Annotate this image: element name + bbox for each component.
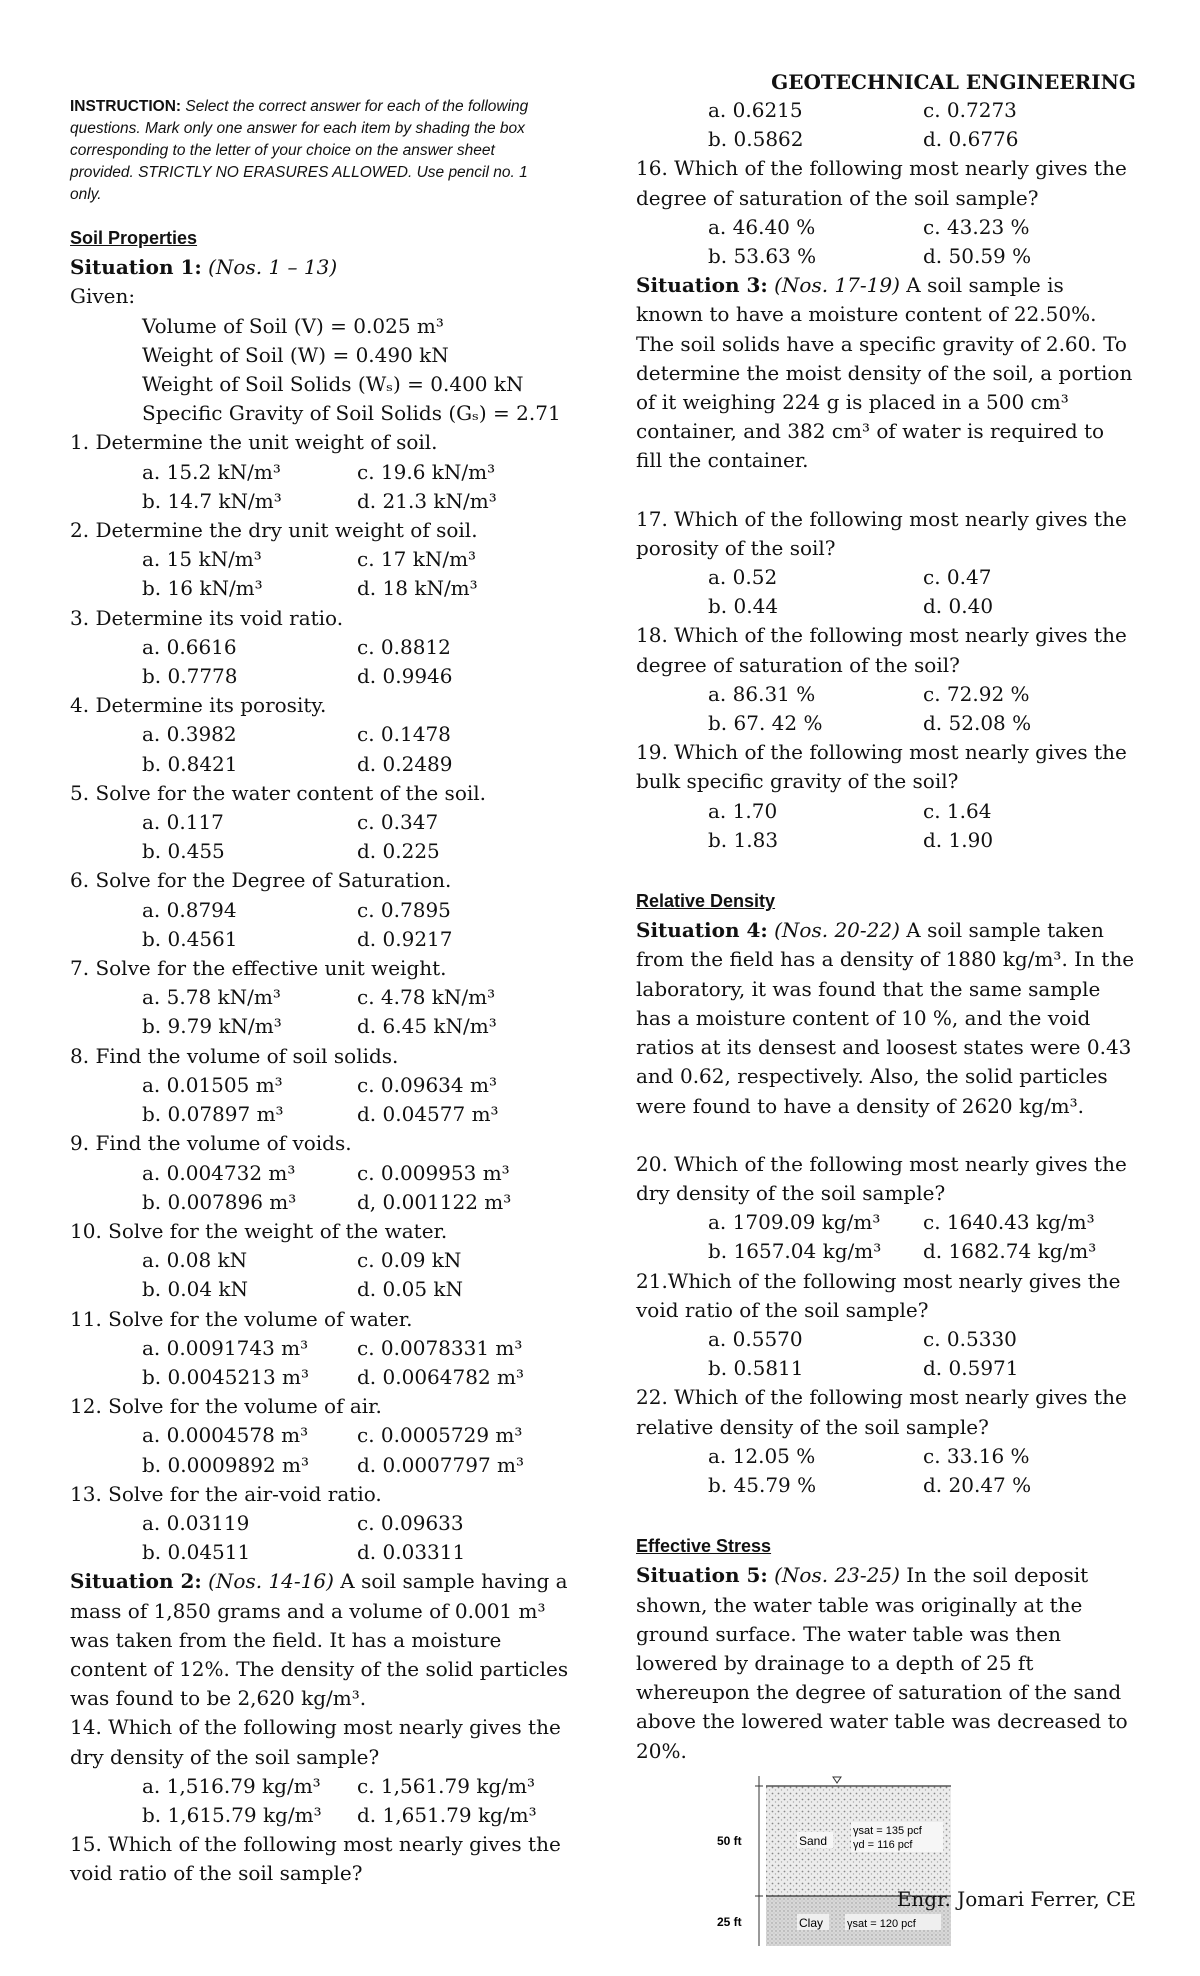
choice-a: a. 0.0004578 m³ bbox=[142, 1423, 309, 1448]
choices bbox=[636, 563, 1136, 621]
choice-d: d. 0.04577 m³ bbox=[357, 1102, 499, 1127]
situation-5-text: In the soil deposit shown, the water table was originally at the ground surface. The water table was then lowered by drainage to a depth of 25 ft whereupon the degree of saturation of the sand above the lowered water table was decreased to 20%. bbox=[636, 1563, 1128, 1763]
choice-a: a. 0.52 bbox=[708, 565, 778, 590]
choice-c: c. 0.009953 m³ bbox=[357, 1160, 510, 1185]
situation-3-text: A soil sample is known to have a moisture content of 22.50%. The soil solids have a specific gravity of 2.60. To determine the moist density of the soil, a portion of it weighing 224 g is placed in a 500 cm³ container, and 382 cm³ of water is required to fill the container. bbox=[636, 273, 1133, 473]
question-text: 18. Which of the following most nearly gives the degree of saturation of the soil? bbox=[636, 623, 1127, 677]
clay-depth-label: 25 ft bbox=[717, 1914, 742, 1929]
left-column bbox=[70, 96, 570, 1889]
question-text: 8. Find the volume of soil solids. bbox=[70, 1043, 399, 1068]
choice-d: d. 0.9217 bbox=[357, 926, 453, 951]
water-table-icon bbox=[833, 1777, 841, 1783]
question-text: 10. Solve for the weight of the water. bbox=[70, 1218, 448, 1243]
choice-a: a. 0.3982 bbox=[142, 722, 237, 747]
choice-b: b. 0.7778 bbox=[142, 664, 238, 689]
choice-d: d, 0.001122 m³ bbox=[357, 1189, 512, 1214]
choices bbox=[70, 983, 570, 1041]
choices bbox=[70, 1421, 570, 1479]
choice-d: d. 0.05 kN bbox=[357, 1277, 464, 1302]
spacer bbox=[636, 1500, 1136, 1524]
question-5 bbox=[70, 779, 570, 867]
situation-2-title: Situation 2: bbox=[70, 1569, 202, 1594]
question-22 bbox=[636, 1383, 1136, 1500]
question-text: 6. Solve for the Degree of Saturation. bbox=[70, 868, 452, 893]
sand-label: Sand bbox=[799, 1833, 828, 1848]
question-text: 2. Determine the dry unit weight of soil. bbox=[70, 518, 478, 543]
choice-d: d. 20.47 % bbox=[923, 1472, 1032, 1497]
choice-c: c. 1.64 bbox=[923, 798, 992, 823]
choices bbox=[636, 213, 1136, 271]
sand-gsat-label: γsat = 135 pcf bbox=[853, 1824, 922, 1837]
sand-gd-label: γd = 116 pcf bbox=[853, 1838, 913, 1851]
choice-b: b. 9.79 kN/m³ bbox=[142, 1014, 282, 1039]
choice-c: c. 0.7895 bbox=[357, 897, 451, 922]
choices bbox=[70, 1071, 570, 1129]
situation-1-range: (Nos. 1 – 13) bbox=[208, 255, 338, 280]
choice-a: a. 15 kN/m³ bbox=[142, 547, 262, 572]
choice-c: c. 0.8812 bbox=[357, 634, 451, 659]
question-20 bbox=[636, 1150, 1136, 1267]
question-7 bbox=[70, 954, 570, 1042]
question-text: 11. Solve for the volume of water. bbox=[70, 1306, 413, 1331]
choice-a: a. 0.004732 m³ bbox=[142, 1160, 296, 1185]
question-text: 7. Solve for the effective unit weight. bbox=[70, 956, 447, 981]
given-item: Volume of Soil (V) = 0.025 m³ bbox=[142, 313, 444, 338]
choice-c: c. 4.78 kN/m³ bbox=[357, 985, 496, 1010]
situation-3-range: (Nos. 17-19) bbox=[774, 273, 900, 298]
situation-2-range: (Nos. 14-16) bbox=[208, 1569, 334, 1594]
choice-b: b. 0.04 kN bbox=[142, 1277, 249, 1302]
question-12 bbox=[70, 1392, 570, 1480]
choices bbox=[636, 1442, 1136, 1500]
choices bbox=[636, 797, 1136, 855]
choice-d: d. 21.3 kN/m³ bbox=[357, 488, 497, 513]
situation-4 bbox=[636, 916, 1136, 1120]
choice-d: d. 0.40 bbox=[923, 594, 994, 619]
question-text: 14. Which of the following most nearly gives the dry density of the soil sample? bbox=[70, 1715, 561, 1769]
given-list bbox=[70, 312, 570, 429]
choice-b: b. 1657.04 kg/m³ bbox=[708, 1239, 882, 1264]
choice-a: a. 0.08 kN bbox=[142, 1248, 248, 1273]
situation-4-title: Situation 4: bbox=[636, 918, 768, 943]
page-header: GEOTECHNICAL ENGINEERING bbox=[771, 70, 1136, 94]
choices bbox=[70, 1246, 570, 1304]
question-3 bbox=[70, 604, 570, 692]
choices bbox=[636, 680, 1136, 738]
question-15-text: 15. Which of the following most nearly gives the void ratio of the soil sample? bbox=[70, 1832, 561, 1886]
situation-3-title: Situation 3: bbox=[636, 273, 768, 298]
choice-d: d. 0.225 bbox=[357, 839, 440, 864]
situation-1 bbox=[70, 253, 570, 282]
question-10 bbox=[70, 1217, 570, 1305]
choice-a: a. 15.2 kN/m³ bbox=[142, 459, 281, 484]
choice-c: c. 17 kN/m³ bbox=[357, 547, 477, 572]
section-effective-stress: Effective Stress bbox=[636, 1536, 772, 1557]
situation-3 bbox=[636, 271, 1136, 475]
situation-5-title: Situation 5: bbox=[636, 1563, 768, 1588]
choice-c: c. 0.0078331 m³ bbox=[357, 1335, 523, 1360]
choice-d: d. 0.9946 bbox=[357, 664, 453, 689]
choices bbox=[70, 633, 570, 691]
question-19 bbox=[636, 738, 1136, 855]
choice-d: d. 52.08 % bbox=[923, 711, 1032, 736]
question-text: 22. Which of the following most nearly gives the relative density of the soil sample? bbox=[636, 1385, 1127, 1439]
sand-depth-label: 50 ft bbox=[717, 1833, 742, 1848]
choice-c: c. 0.09 kN bbox=[357, 1248, 462, 1273]
soil-profile-svg bbox=[711, 1774, 986, 1949]
choice-c: c. 0.5330 bbox=[923, 1326, 1017, 1351]
situation-4-range: (Nos. 20-22) bbox=[774, 918, 900, 943]
question-text: 16. Which of the following most nearly gives the degree of saturation of the soil sample? bbox=[636, 156, 1127, 210]
given-item: Weight of Soil (W) = 0.490 kN bbox=[142, 342, 449, 367]
choice-c: c. 0.7273 bbox=[923, 98, 1017, 122]
question-1 bbox=[70, 428, 570, 516]
choice-c: c. 0.347 bbox=[357, 810, 439, 835]
question-14 bbox=[70, 1713, 570, 1830]
question-text: 13. Solve for the air-void ratio. bbox=[70, 1481, 382, 1506]
question-21 bbox=[636, 1267, 1136, 1384]
choice-a: a. 0.5570 bbox=[708, 1326, 803, 1351]
choice-b: b. 0.04511 bbox=[142, 1540, 251, 1565]
choice-a: a. 0.6215 bbox=[708, 98, 803, 122]
choices bbox=[70, 1509, 570, 1567]
choice-a: a. 0.117 bbox=[142, 810, 224, 835]
question-13 bbox=[70, 1480, 570, 1568]
question-text: 21.Which of the following most nearly gives the void ratio of the soil sample? bbox=[636, 1268, 1121, 1322]
instruction-text: Select the correct answer for each of the following questions. Mark only one answer for each item by shading the box corresponding to the letter of your choice on the answer sheet provided. STRICTLY NO ERASURES ALLOWED. Use pencil no. 1 only. bbox=[70, 98, 529, 203]
choice-b: b. 0.5811 bbox=[708, 1356, 804, 1381]
question-text: 3. Determine its void ratio. bbox=[70, 605, 344, 630]
section-soil-properties: Soil Properties bbox=[70, 228, 198, 248]
spacer bbox=[636, 1121, 1136, 1150]
choice-c: c. 0.09633 bbox=[357, 1510, 464, 1535]
choice-a: a. 1.70 bbox=[708, 798, 778, 823]
choices bbox=[70, 720, 570, 778]
soil-profile-figure bbox=[711, 1774, 986, 1949]
choice-b: b. 0.8421 bbox=[142, 751, 238, 776]
choice-d: d. 0.2489 bbox=[357, 751, 453, 776]
question-17 bbox=[636, 505, 1136, 622]
page-footer: Engr. Jomari Ferrer, CE bbox=[896, 1887, 1136, 1911]
choice-b: b. 0.0009892 m³ bbox=[142, 1452, 310, 1477]
question-4 bbox=[70, 691, 570, 779]
question-text: 4. Determine its porosity. bbox=[70, 693, 327, 718]
choice-b: b. 0.455 bbox=[142, 839, 225, 864]
choice-b: b. 0.007896 m³ bbox=[142, 1189, 297, 1214]
question-text: 5. Solve for the water content of the soil. bbox=[70, 780, 487, 805]
choice-a: a. 12.05 % bbox=[708, 1443, 816, 1468]
question-text: 9. Find the volume of voids. bbox=[70, 1131, 352, 1156]
choice-b: b. 0.0045213 m³ bbox=[142, 1364, 310, 1389]
question-16 bbox=[636, 154, 1136, 271]
question-15-choices bbox=[636, 96, 1136, 154]
question-8 bbox=[70, 1042, 570, 1130]
choice-d: d. 1682.74 kg/m³ bbox=[923, 1239, 1097, 1264]
choice-a: a. 1,516.79 kg/m³ bbox=[142, 1773, 321, 1798]
choice-b: b. 14.7 kN/m³ bbox=[142, 488, 282, 513]
instruction bbox=[70, 96, 550, 206]
choice-c: c. 1640.43 kg/m³ bbox=[923, 1210, 1095, 1235]
right-column bbox=[636, 96, 1136, 1949]
spacer bbox=[636, 855, 1136, 879]
choices bbox=[70, 1334, 570, 1392]
choice-c: c. 19.6 kN/m³ bbox=[357, 459, 496, 484]
choices bbox=[70, 1159, 570, 1217]
choice-a: a. 0.01505 m³ bbox=[142, 1072, 283, 1097]
situation-2-text: A soil sample having a mass of 1,850 grams and a volume of 0.001 m³ was taken from the field. It has a moisture content of 12%. The density of the solid particles was found to be 2,620 kg/m³. bbox=[70, 1569, 569, 1711]
choice-c: c. 33.16 % bbox=[923, 1443, 1030, 1468]
choices bbox=[70, 896, 570, 954]
instruction-label: INSTRUCTION: bbox=[70, 98, 182, 115]
choices bbox=[636, 1325, 1136, 1383]
question-text: 17. Which of the following most nearly gives the porosity of the soil? bbox=[636, 506, 1127, 560]
choice-a: a. 0.03119 bbox=[142, 1510, 250, 1535]
given-item: Specific Gravity of Soil Solids (Gₛ) = 2.71 bbox=[142, 401, 561, 426]
choice-c: c. 72.92 % bbox=[923, 681, 1030, 706]
choice-a: a. 0.0091743 m³ bbox=[142, 1335, 309, 1360]
situation-5 bbox=[636, 1561, 1136, 1765]
choice-c: c. 0.0005729 m³ bbox=[357, 1423, 523, 1448]
spacer bbox=[636, 476, 1136, 505]
given-label: Given: bbox=[70, 284, 136, 309]
choice-a: a. 86.31 % bbox=[708, 681, 816, 706]
choice-d: d. 50.59 % bbox=[923, 244, 1032, 269]
choice-c: c. 0.09634 m³ bbox=[357, 1072, 497, 1097]
situation-1-title: Situation 1: bbox=[70, 255, 202, 280]
choice-d: d. 0.5971 bbox=[923, 1356, 1019, 1381]
choice-a: a. 0.8794 bbox=[142, 897, 237, 922]
question-text: 19. Which of the following most nearly gives the bulk specific gravity of the soil? bbox=[636, 740, 1127, 794]
question-6 bbox=[70, 866, 570, 954]
clay-label: Clay bbox=[799, 1915, 824, 1930]
choice-b: b. 45.79 % bbox=[708, 1472, 817, 1497]
choice-c: c. 0.47 bbox=[923, 565, 992, 590]
choice-a: a. 5.78 kN/m³ bbox=[142, 985, 281, 1010]
choices bbox=[636, 1208, 1136, 1266]
choice-b: b. 67. 42 % bbox=[708, 711, 823, 736]
choice-b: b. 53.63 % bbox=[708, 244, 817, 269]
choice-d: d. 6.45 kN/m³ bbox=[357, 1014, 497, 1039]
choice-b: b. 0.44 bbox=[708, 594, 779, 619]
situation-5-range: (Nos. 23-25) bbox=[774, 1563, 900, 1588]
question-18 bbox=[636, 621, 1136, 738]
choice-c: c. 1,561.79 kg/m³ bbox=[357, 1773, 535, 1798]
choice-c: c. 43.23 % bbox=[923, 214, 1030, 239]
choice-d: d. 1.90 bbox=[923, 827, 994, 852]
choice-b: b. 1,615.79 kg/m³ bbox=[142, 1802, 322, 1827]
choice-d: d. 0.0007797 m³ bbox=[357, 1452, 525, 1477]
choice-d: d. 0.6776 bbox=[923, 127, 1019, 152]
choice-c: c. 0.1478 bbox=[357, 722, 451, 747]
choices bbox=[70, 458, 570, 516]
choice-b: b. 0.5862 bbox=[708, 127, 804, 152]
situation-2 bbox=[70, 1567, 570, 1713]
choices bbox=[70, 1772, 570, 1830]
choice-d: d. 0.03311 bbox=[357, 1540, 466, 1565]
situation-4-text: A soil sample taken from the field has a density of 1880 kg/m³. In the laboratory, it was found that the same sample has a moisture content of 10 %, and the void ratios at its densest and loosest states were 0.43 and 0.62, respectively. Also, the solid particles were found to have a density of 2620 kg/m³. bbox=[636, 918, 1135, 1118]
choice-d: d. 0.0064782 m³ bbox=[357, 1364, 525, 1389]
choice-b: b. 0.4561 bbox=[142, 926, 238, 951]
choice-b: b. 1.83 bbox=[708, 827, 779, 852]
choices bbox=[70, 545, 570, 603]
question-text: 12. Solve for the volume of air. bbox=[70, 1394, 382, 1419]
choice-b: b. 0.07897 m³ bbox=[142, 1102, 284, 1127]
section-relative-density: Relative Density bbox=[636, 891, 776, 912]
question-2 bbox=[70, 516, 570, 604]
question-text: 1. Determine the unit weight of soil. bbox=[70, 430, 438, 455]
choice-d: d. 1,651.79 kg/m³ bbox=[357, 1802, 537, 1827]
clay-gsat-label: γsat = 120 pcf bbox=[847, 1917, 916, 1930]
choice-a: a. 46.40 % bbox=[708, 214, 816, 239]
choice-d: d. 18 kN/m³ bbox=[357, 576, 478, 601]
choice-a: a. 1709.09 kg/m³ bbox=[708, 1210, 881, 1235]
question-text: 20. Which of the following most nearly gives the dry density of the soil sample? bbox=[636, 1151, 1127, 1205]
choice-b: b. 16 kN/m³ bbox=[142, 576, 263, 601]
choice-a: a. 0.6616 bbox=[142, 634, 237, 659]
question-9 bbox=[70, 1129, 570, 1217]
choices bbox=[70, 808, 570, 866]
given-item: Weight of Soil Solids (Wₛ) = 0.400 kN bbox=[142, 372, 524, 397]
question-11 bbox=[70, 1305, 570, 1393]
